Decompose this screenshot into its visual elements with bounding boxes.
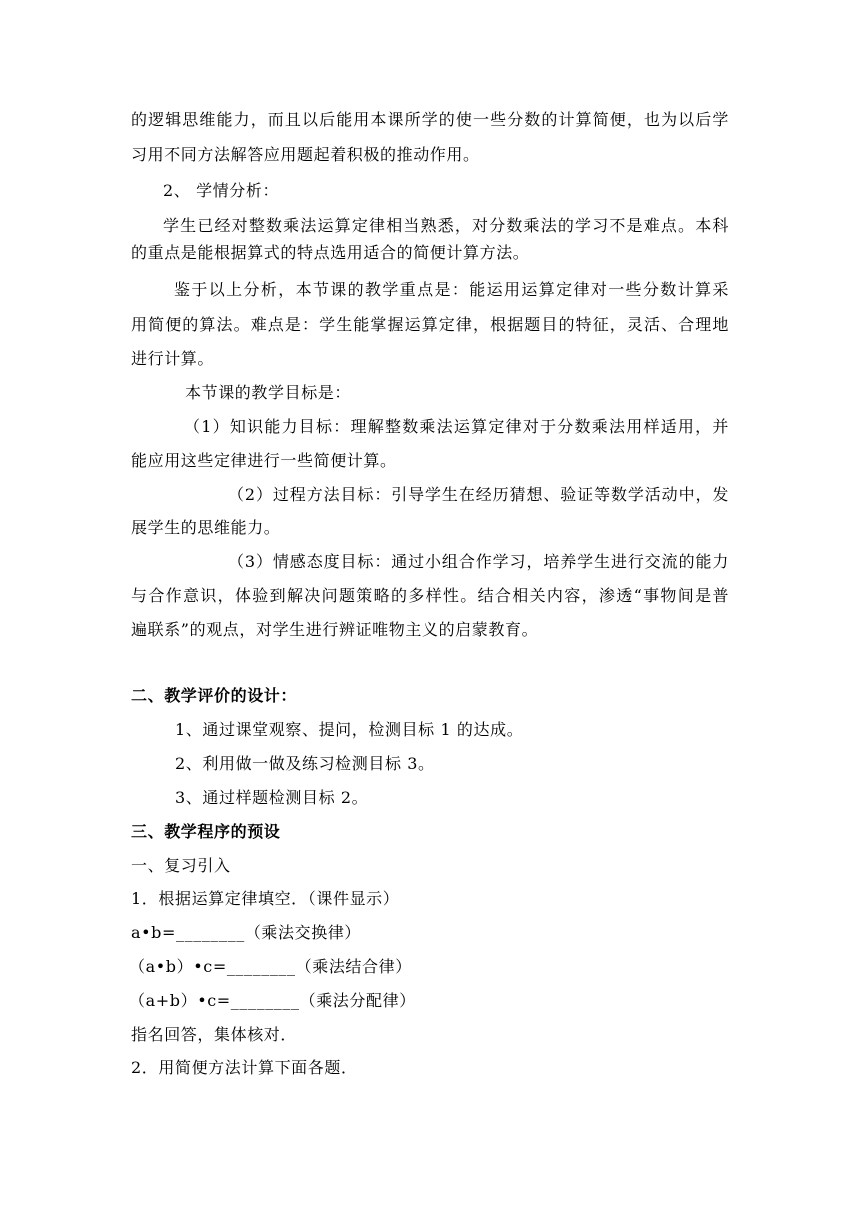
evaluation-heading: 二、教学评价的设计： [131, 686, 298, 705]
objective-1-line-1: （1）知识能力目标：理解整数乘法运算定律对于分数乘法用样适用，并 [184, 417, 729, 436]
objective-2-line-1: （2）过程方法目标：引导学生在经历猜想、验证等数学活动中，发 [228, 485, 729, 504]
objective-3-line-3: 遍联系”的观点，对学生进行辨证唯物主义的启蒙教育。 [131, 620, 539, 639]
learning-analysis-p2-line-3: 进行计算。 [131, 349, 215, 368]
learning-analysis-p1-line-1: 学生已经对整数乘法运算定律相当熟悉，对分数乘法的学习不是难点。本科 [163, 216, 729, 235]
procedure-note: 指名回答，集体核对． [131, 1025, 298, 1044]
procedure-step-1: 1．根据运算定律填空．（课件显示） [131, 889, 400, 908]
objective-2-line-2: 展学生的思维能力。 [131, 518, 281, 537]
objectives-intro: 本节课的教学目标是： [185, 383, 352, 402]
learning-analysis-p2-line-1: 鉴于以上分析，本节课的教学重点是：能运用运算定律对一些分数计算采 [174, 280, 729, 299]
objective-3-line-2: 与合作意识，体验到解决问题策略的多样性。结合相关内容，渗透“事物间是普 [131, 586, 729, 605]
intro-line-1: 的逻辑思维能力，而且以后能用本课所学的使一些分数的计算简便，也为以后学 [131, 110, 729, 129]
learning-analysis-p2-line-2: 用简便的算法。难点是：学生能掌握运算定律，根据题目的特征，灵活、合理地 [131, 315, 729, 334]
distributive-law-line: （a+b）•c=________（乘法分配律） [129, 991, 416, 1010]
procedure-sub-heading-1: 一、复习引入 [131, 856, 231, 875]
intro-line-2: 习用不同方法解答应用题起着积极的推动作用。 [131, 145, 480, 164]
associative-law-line: （a•b）•c=________（乘法结合律） [129, 957, 412, 976]
objective-3-line-1: （3）情感态度目标：通过小组合作学习，培养学生进行交流的能力 [228, 552, 729, 571]
evaluation-item-1: 1、通过课堂观察、提问，检测目标 1 的达成。 [175, 720, 524, 739]
evaluation-item-3: 3、通过样题检测目标 2。 [175, 788, 369, 807]
objective-1-line-2: 能应用这些定律进行一些简便计算。 [131, 451, 397, 470]
learning-analysis-heading: 2、 学情分析： [163, 181, 280, 200]
learning-analysis-p1-line-2: 的重点是能根据算式的特点选用适合的简便计算方法。 [131, 243, 530, 262]
procedure-step-2: 2．用简便方法计算下面各题． [131, 1058, 358, 1077]
evaluation-item-2: 2、利用做一做及练习检测目标 3。 [175, 754, 435, 773]
commutative-law-line: a•b=________（乘法交换律） [131, 923, 362, 942]
procedure-heading: 三、教学程序的预设 [131, 822, 281, 841]
